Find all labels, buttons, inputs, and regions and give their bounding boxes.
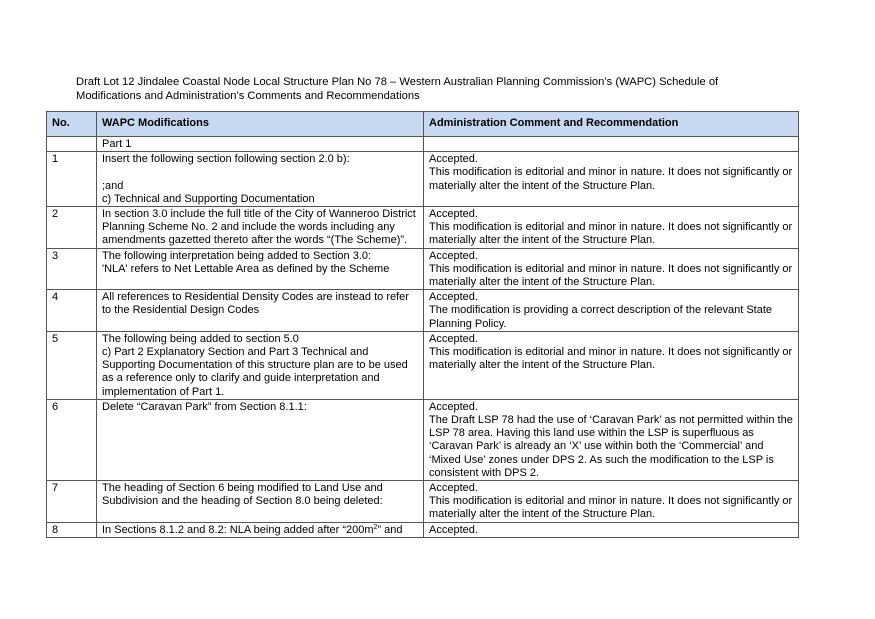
comment-text: Accepted. xyxy=(429,249,478,262)
row-comment xyxy=(424,152,799,207)
row-modification xyxy=(97,152,424,207)
row-comment xyxy=(424,481,799,523)
comment-text: Accepted. xyxy=(429,153,478,166)
modification-text: The following being added to section 5.0 xyxy=(102,332,299,345)
row-number: 8 xyxy=(47,522,97,537)
modification-text xyxy=(102,166,418,179)
row-number: 1 xyxy=(47,152,97,207)
row-modification xyxy=(97,522,424,537)
table-row xyxy=(47,290,799,332)
row-modification xyxy=(97,290,424,332)
row-modification xyxy=(97,481,424,523)
row-number: 4 xyxy=(47,290,97,332)
modification-text: c) Part 2 Explanatory Section and Part 3 Technical and Supporting Documentation of this structure plan are to be used as a reference only to clarify and guide interpretation and implementation of Part 1. xyxy=(102,346,408,398)
table-row xyxy=(47,522,799,537)
table-row xyxy=(47,248,799,290)
table-row xyxy=(47,481,799,523)
row-modification xyxy=(97,207,424,249)
table-row xyxy=(47,331,799,399)
comment-text: Accepted. xyxy=(429,400,478,413)
comment-text: This modification is editorial and minor in nature. It does not significantly or materially alter the intent of the Structure Plan. xyxy=(429,346,793,372)
row-modification xyxy=(97,331,424,399)
modification-text: Insert the following section following section 2.0 b): xyxy=(102,153,350,166)
row-number: 5 xyxy=(47,331,97,399)
modification-text: ;and xyxy=(102,179,124,192)
modification-text: The heading of Section 6 being modified to Land Use and Subdivision and the heading of Section 8.0 being deleted: xyxy=(102,482,383,508)
row-modification xyxy=(97,248,424,290)
part-comment-cell xyxy=(424,137,799,152)
row-comment xyxy=(424,207,799,249)
comment-text: Accepted. xyxy=(429,332,478,345)
row-number: 7 xyxy=(47,481,97,523)
title-line-2: Modifications and Administration’s Comments and Recommendations xyxy=(76,90,420,102)
table-row xyxy=(47,152,799,207)
table-row xyxy=(47,207,799,249)
modification-text: The following interpretation being added to Section 3.0: xyxy=(102,249,372,262)
modification-text: c) Technical and Supporting Documentation xyxy=(102,192,315,205)
row-comment xyxy=(424,399,799,480)
comment-text: This modification is editorial and minor in nature. It does not significantly or materially alter the intent of the Structure Plan. xyxy=(429,221,793,247)
comment-text: The modification is providing a correct description of the relevant State Planning Policy. xyxy=(429,304,773,330)
row-modification xyxy=(97,399,424,480)
header-wapc-modifications: WAPC Modifications xyxy=(97,112,424,137)
modification-text: All references to Residential Density Codes are instead to refer to the Residential Design Codes xyxy=(102,291,409,317)
row8-mod-text: In Sections 8.1.2 and 8.2: NLA being added after “200m xyxy=(102,523,374,536)
row-comment xyxy=(424,290,799,332)
comment-text: The Draft LSP 78 had the use of ‘Caravan Park’ as not permitted within the LSP 78 area. Having this land use within the LSP is superfluous as ‘Caravan Park’ is already an ‘X’ use within both the ‘Commercial’ and ‘Mixed Use’ zones under DPS 2. As such the modification to the LSP is consistent with DPS 2. xyxy=(429,414,793,479)
part-row xyxy=(47,137,799,152)
modification-text: 'NLA' refers to Net Lettable Area as defined by the Scheme xyxy=(102,262,390,275)
modification-text: Delete “Caravan Park” from Section 8.1.1: xyxy=(102,400,307,413)
header-no: No. xyxy=(47,112,97,137)
row-number: 2 xyxy=(47,207,97,249)
comment-text: Accepted. xyxy=(429,208,478,220)
document-title xyxy=(76,75,796,103)
superscript-2: 2 xyxy=(373,523,378,531)
schedule-table xyxy=(46,111,799,538)
row-number: 6 xyxy=(47,399,97,480)
part-label: Part 1 xyxy=(97,137,424,152)
row8-mod-text-end: ” and xyxy=(377,523,403,536)
row-comment: Accepted. xyxy=(424,522,799,537)
table-row xyxy=(47,399,799,480)
header-administration-comment: Administration Comment and Recommendation xyxy=(424,112,799,137)
modification-text: In section 3.0 include the full title of the City of Wanneroo District Planning Scheme No. 2 and include the words including any amendments gazetted thereto after the words “(The Scheme)”. xyxy=(102,208,416,247)
comment-text: Accepted. xyxy=(429,482,478,495)
part-no-cell xyxy=(47,137,97,152)
comment-text: This modification is editorial and minor in nature. It does not significantly or materially alter the intent of the Structure Plan. xyxy=(429,166,793,192)
row-comment xyxy=(424,248,799,290)
row-comment xyxy=(424,331,799,399)
title-line-1: Draft Lot 12 Jindalee Coastal Node Local Structure Plan No 78 – Western Australian Planning Commission’s (WAPC) Schedule of xyxy=(76,76,719,88)
comment-text: This modification is editorial and minor in nature. It does not significantly or materially alter the intent of the Structure Plan. xyxy=(429,495,793,521)
comment-text: This modification is editorial and minor in nature. It does not significantly or materially alter the intent of the Structure Plan. xyxy=(429,262,793,289)
comment-text: Accepted. xyxy=(429,291,478,304)
row-number: 3 xyxy=(47,248,97,290)
table-header-row xyxy=(47,112,799,137)
